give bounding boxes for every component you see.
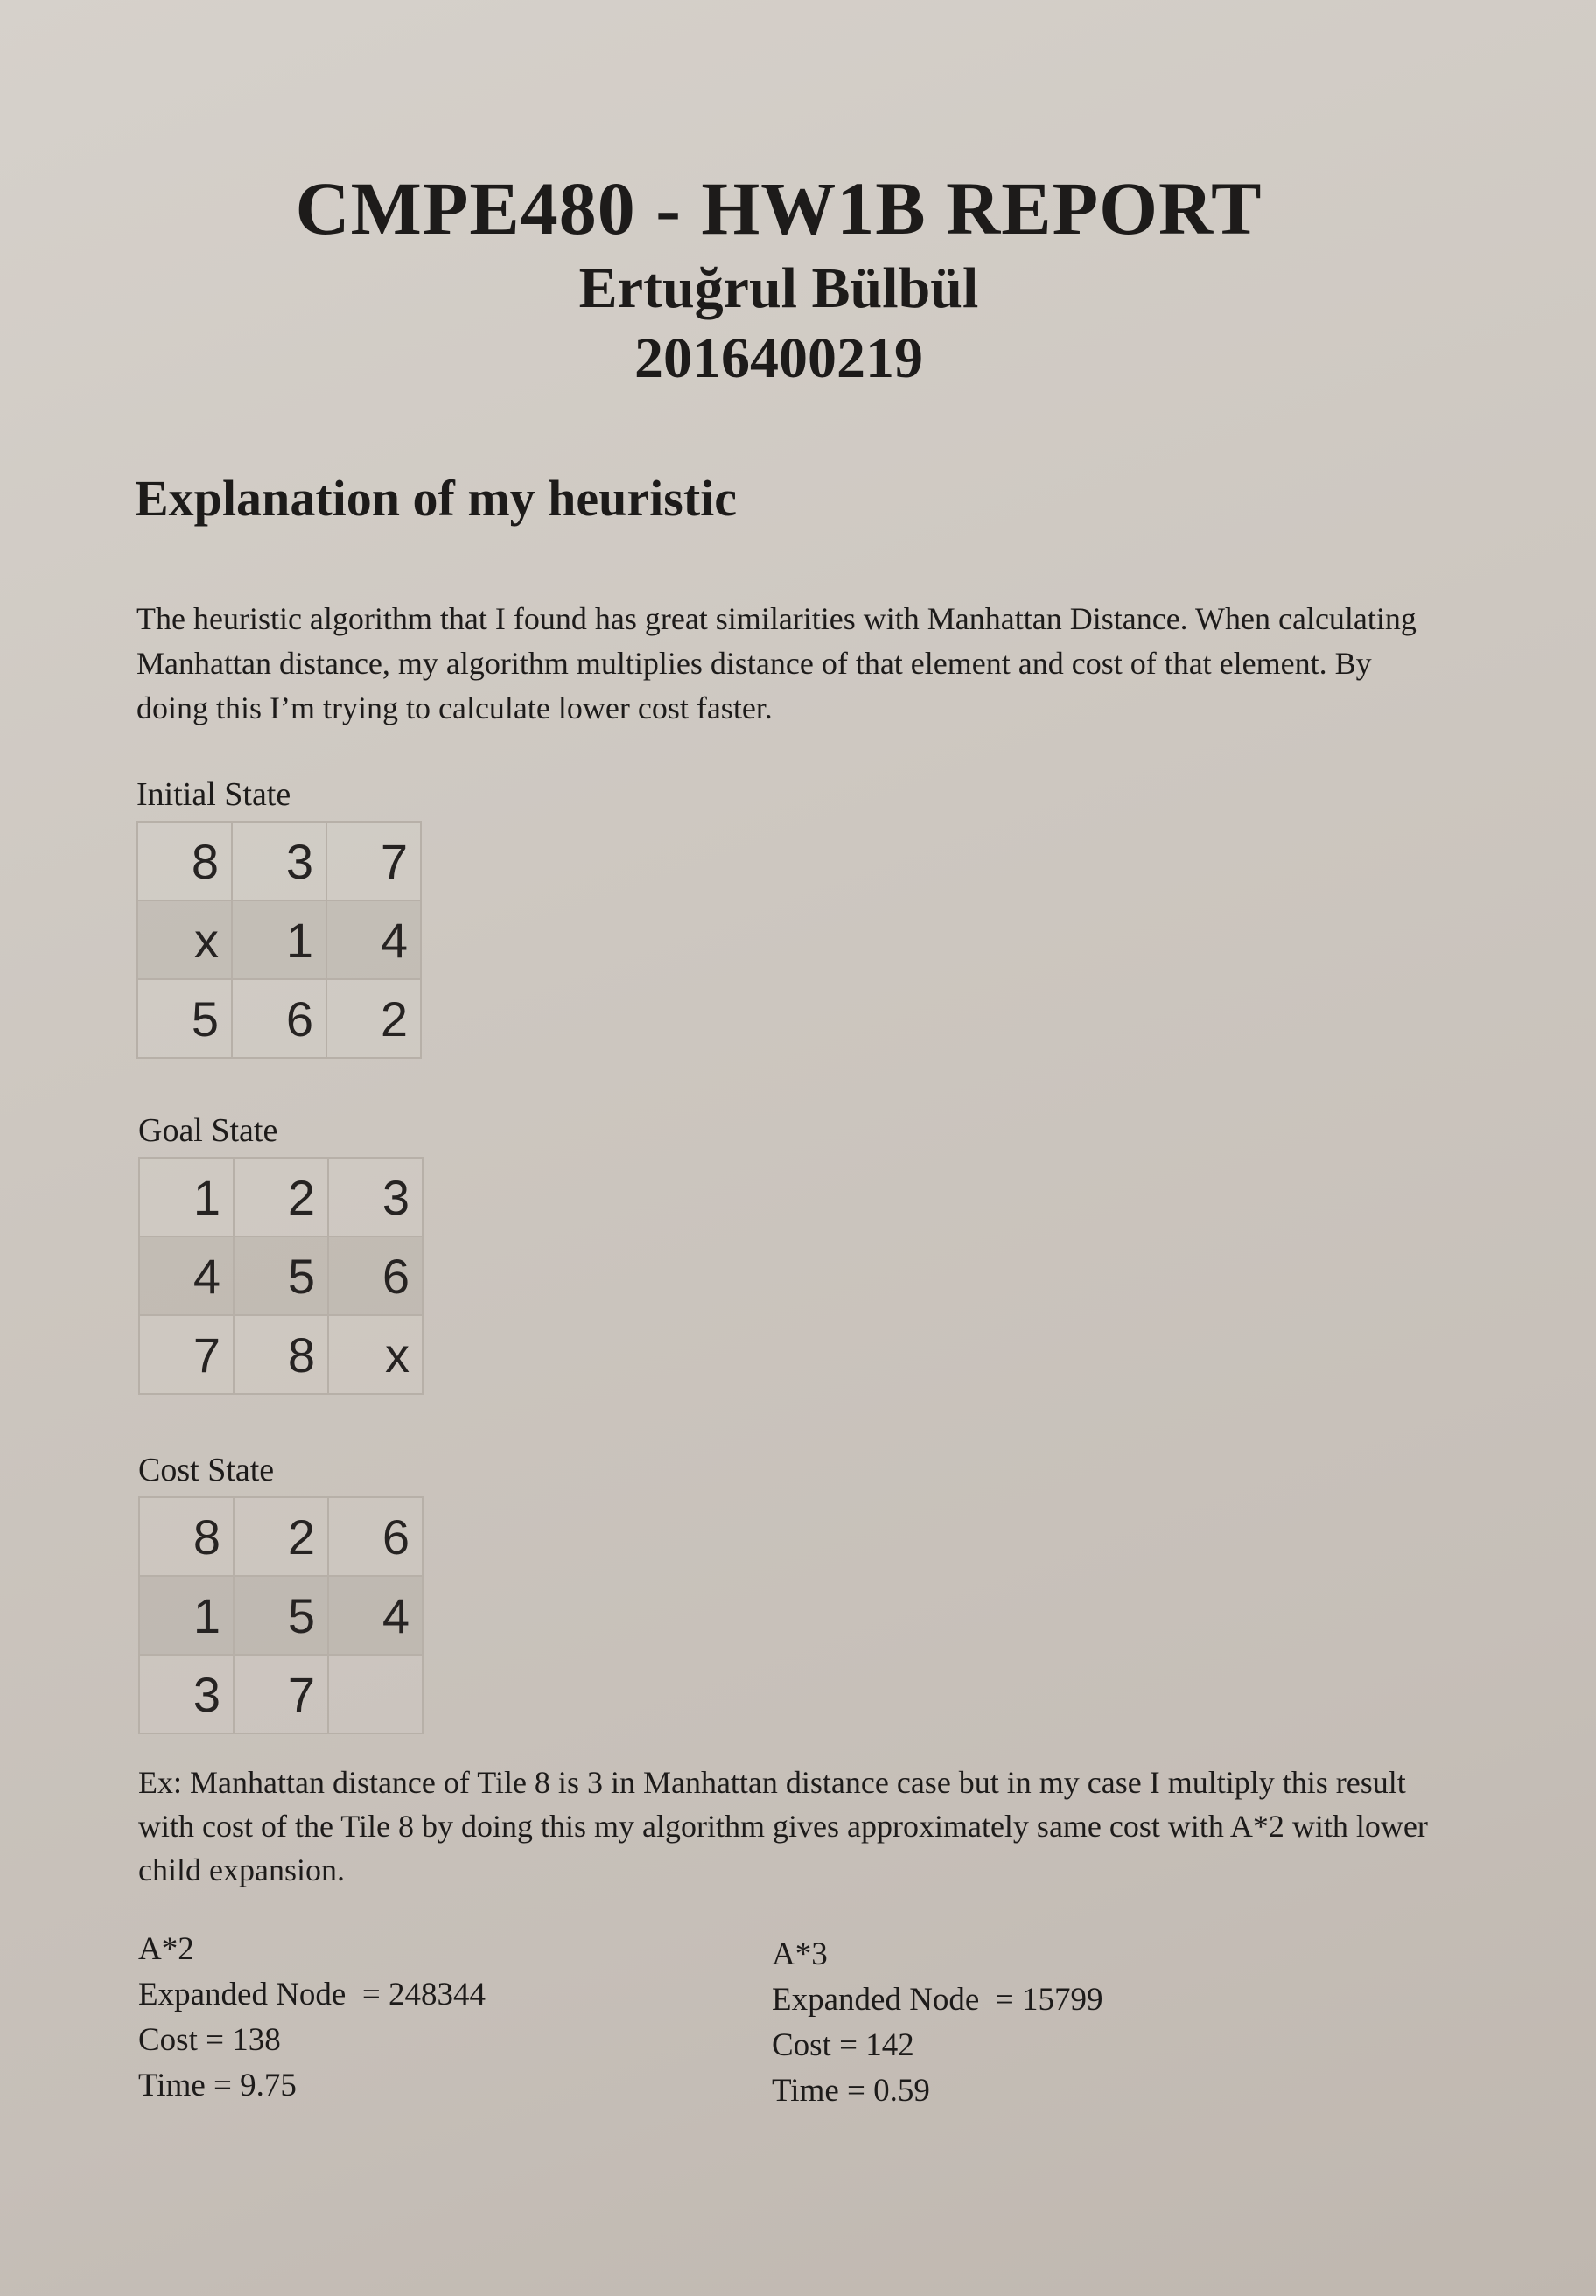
result-a3-cost: Cost = 142: [772, 2027, 914, 2063]
goal-state-label: Goal State: [138, 1112, 278, 1149]
grid-cell: 6: [328, 1497, 423, 1576]
grid-cell: 4: [139, 1236, 234, 1315]
explanation-paragraph: The heuristic algorithm that I found has great similarities with Manhattan Distance. When calculating Manhattan distance, my algorithm multiplies distance of that element and cost of that element. By doing this I’m trying to calculate lower cost faster.: [136, 601, 1417, 725]
result-a2-time: Time = 9.75: [138, 2068, 297, 2104]
grid-cell: x: [328, 1315, 423, 1394]
result-a3-name: A*3: [772, 1936, 828, 1972]
grid-cell: 4: [326, 900, 421, 979]
grid-cell: 3: [328, 1158, 423, 1236]
grid-cell: 5: [234, 1576, 328, 1655]
result-a3-expanded: Expanded Node = 15799: [772, 1982, 1103, 2018]
grid-cell: 4: [328, 1576, 423, 1655]
grid-cell: 1: [139, 1576, 234, 1655]
grid-cell: 8: [234, 1315, 328, 1394]
grid-cell: 1: [232, 900, 326, 979]
grid-cell: 7: [326, 822, 421, 900]
cost-state-grid: [138, 1496, 424, 1734]
grid-cell: [328, 1655, 423, 1733]
result-a2-name: A*2: [138, 1931, 194, 1967]
section-heading: Explanation of my heuristic: [135, 470, 737, 527]
result-a2: [138, 1927, 486, 2109]
grid-cell: 6: [328, 1236, 423, 1315]
grid-cell: 5: [137, 979, 232, 1058]
initial-state-label: Initial State: [136, 776, 291, 813]
result-a2-expanded: Expanded Node = 248344: [138, 1977, 486, 2012]
result-a3-time: Time = 0.59: [772, 2073, 930, 2109]
initial-state-grid: [136, 821, 422, 1059]
grid-cell: 2: [326, 979, 421, 1058]
result-a3: [772, 1932, 1102, 2114]
grid-cell: x: [137, 900, 232, 979]
grid-cell: 3: [232, 822, 326, 900]
grid-cell: 5: [234, 1236, 328, 1315]
cost-state-label: Cost State: [138, 1452, 275, 1488]
grid-cell: 6: [232, 979, 326, 1058]
grid-cell: 3: [139, 1655, 234, 1733]
result-a2-cost: Cost = 138: [138, 2022, 281, 2058]
report-title: CMPE480 - HW1B REPORT: [295, 166, 1263, 250]
goal-state-grid: [138, 1157, 424, 1395]
author-name: Ertuğrul Bülbül: [578, 256, 979, 320]
grid-cell: 7: [139, 1315, 234, 1394]
grid-cell: 2: [234, 1497, 328, 1576]
grid-cell: 8: [139, 1497, 234, 1576]
example-note: Ex: Manhattan distance of Tile 8 is 3 in Manhattan distance case but in my case I multiply this result with cost of the Tile 8 by doing this my algorithm gives approximately same cost with A*2 with lower child expansion.: [138, 1765, 1428, 1887]
grid-cell: 2: [234, 1158, 328, 1236]
grid-cell: 1: [139, 1158, 234, 1236]
student-id: 2016400219: [634, 326, 923, 390]
grid-cell: 8: [137, 822, 232, 900]
grid-cell: 7: [234, 1655, 328, 1733]
